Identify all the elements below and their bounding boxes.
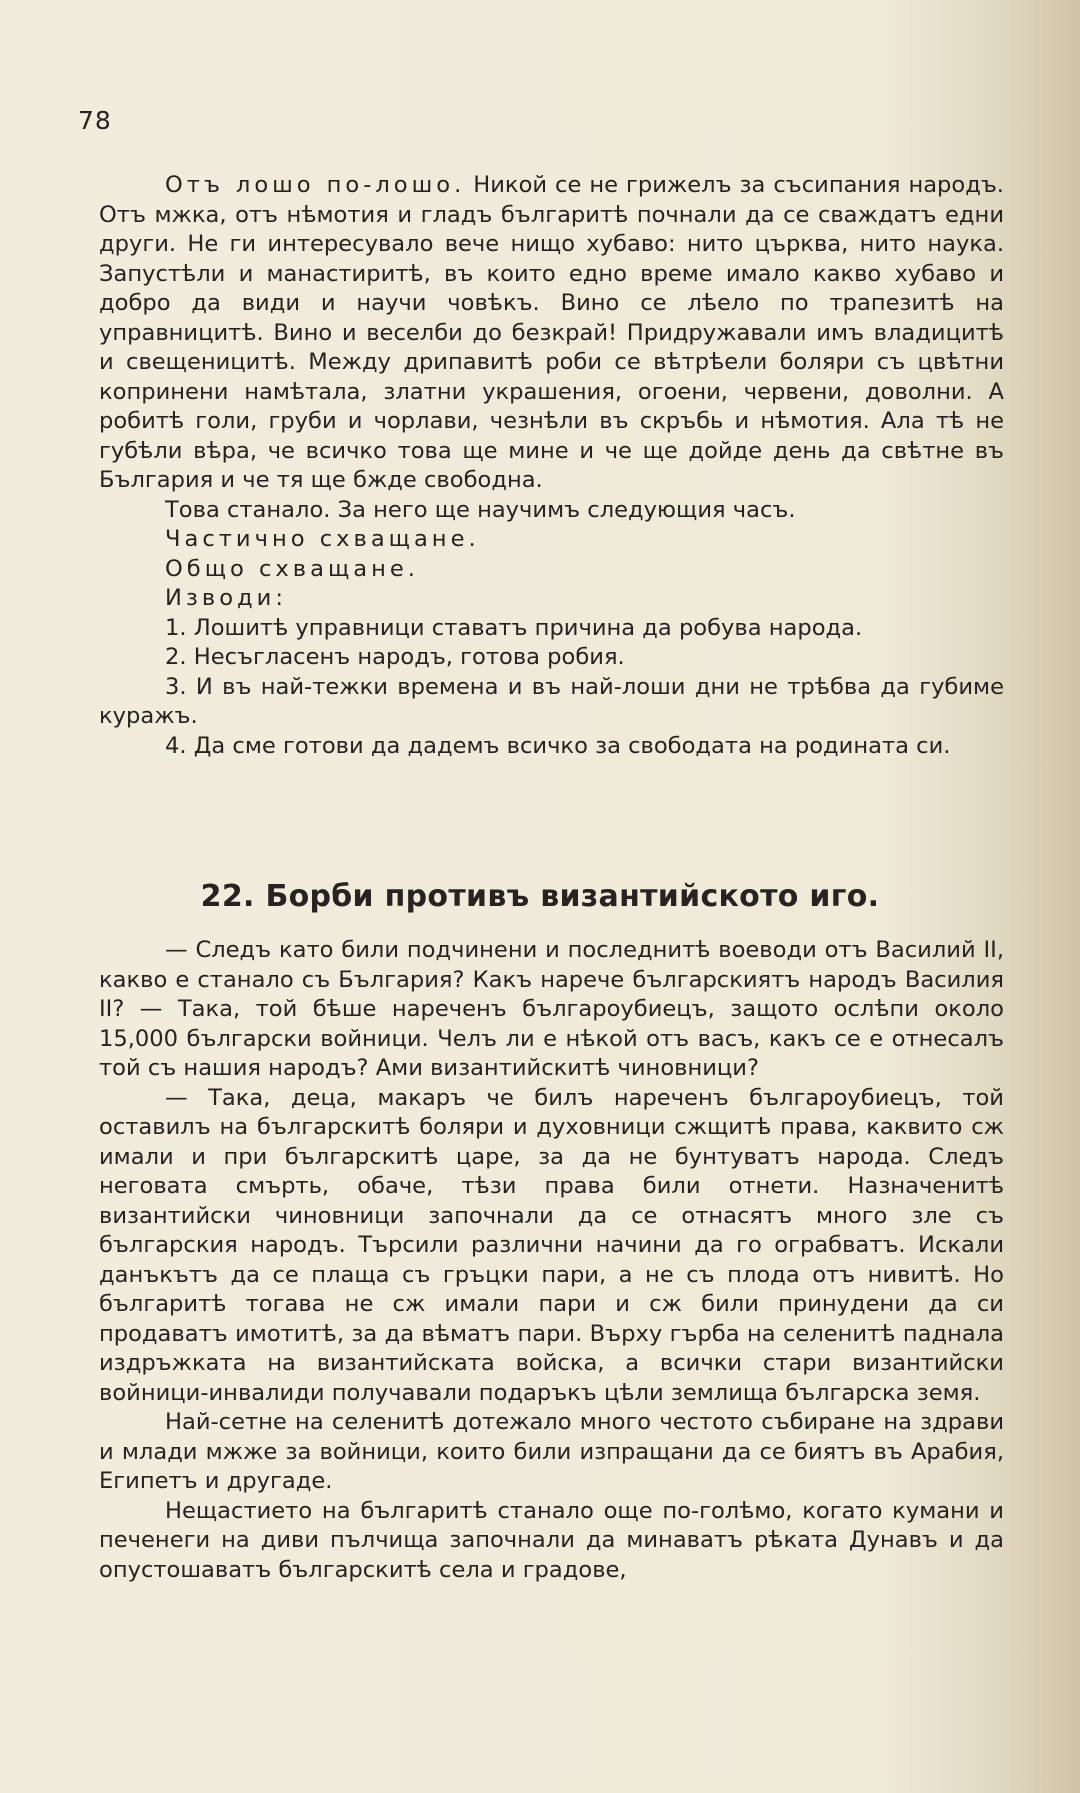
partial-understanding-label: Частично схващане. [165, 526, 480, 552]
section-1-text [99, 171, 1004, 761]
conclusion-item-4: 4. Да сме готови да дадемъ всичко за свободата на родината си. [165, 732, 951, 759]
opening-paragraph-lead: Отъ лошо по-лошо. [165, 172, 466, 198]
conclusion-item-2: 2. Несъгласенъ народъ, готова робия. [165, 644, 625, 670]
chapter-paragraph-3: Най-сетне на селенитѣ дотежало много честото събиране на здрави и млади мжже за войници, които били изпращани да се биятъ въ Арабия, Египетъ и другаде. [99, 1409, 1004, 1494]
next-lesson-line: Това станало. За него ще научимъ следующия часъ. [165, 496, 796, 523]
conclusion-item-3: 3. И въ най-тежки времена и въ най-лоши дни не трѣбва да губиме куражъ. [99, 673, 1004, 729]
chapter-heading: 22. Борби противъ византийското иго. [200, 879, 880, 914]
chapter-paragraph-2: — Така, деца, макаръ че билъ нареченъ българоубиецъ, той оставилъ на българскитѣ боляри и духовници сжщитѣ права, каквито сж имали и при българскитѣ царе, за да не бунтуватъ народа. Следъ неговата смърть, обаче, тѣзи права били отнети. Назначенитѣ византийски чиновници започнали да се отнасятъ много зле съ българския народъ. Търсили различни начини да го ограбватъ. Искали данъкътъ да се плаща съ гръцки пари, а не съ плода отъ нивитѣ. Но българитѣ тогава не сж имали пари и сж били принудени да си продаватъ имотитѣ, за да вѣматъ пари. Върху гърба на селенитѣ паднала издръжката на византийската войска, а всички стари византийски войници-инвалиди получавали подаръкъ цѣли землища българска земя. [99, 1084, 1004, 1406]
opening-paragraph-body: Никой се не грижелъ за съсипания народъ. Отъ мжка, отъ нѣмотия и гладъ българитѣ почнали да се сваждатъ едни други. Не ги интересувало вече нищо хубаво: нито църква, нито наука. Запустѣли и манастиритѣ, въ които едно време имало какво хубаво и добро да види и научи човѣкъ. Вино се лѣело по трапезитѣ на управницитѣ. Вино и веселби до безкрай! Придружавали имъ владицитѣ и свещеницитѣ. Между дрипавитѣ роби се вѣтрѣели боляри съ цвѣтни копринени намѣтала, златни украшения, огоени, червени, доволни. А робитѣ голи, груби и чорлави, чезнѣли въ скръбь и нѣмотия. Ала тѣ не губѣли вѣра, че всичко това ще мине и че ще дойде день да свѣтне въ България и че тя ще бжде свободна. [99, 172, 1004, 493]
conclusions-label: Изводи: [165, 585, 287, 611]
chapter-paragraph-4: Нещастието на българитѣ станало още по-голѣмо, когато кумани и печенеги на диви пълчища започнали да минаватъ рѣката Дунавъ и да опустошаватъ българскитѣ села и градове, [99, 1497, 1004, 1583]
page-number: 78 [78, 106, 112, 135]
general-understanding-label: Общо схващане. [165, 555, 419, 582]
opening-paragraph [99, 171, 1004, 496]
conclusion-item-1: 1. Лошитѣ управници ставатъ причина да робува народа. [165, 614, 863, 641]
section-2-text [99, 936, 1004, 1585]
chapter-paragraph-1: — Следъ като били подчинени и последнитѣ воеводи отъ Василий II, какво е станало съ България? Какъ нарече българскиятъ народъ Василия II? — Така, той бѣше нареченъ българоубиецъ, защото ослѣпи около 15,000 български войници. Челъ ли е нѣкой отъ васъ, какъ се е отнесалъ той съ нашия народъ? Ами византийскитѣ чиновници? [99, 937, 1004, 1081]
